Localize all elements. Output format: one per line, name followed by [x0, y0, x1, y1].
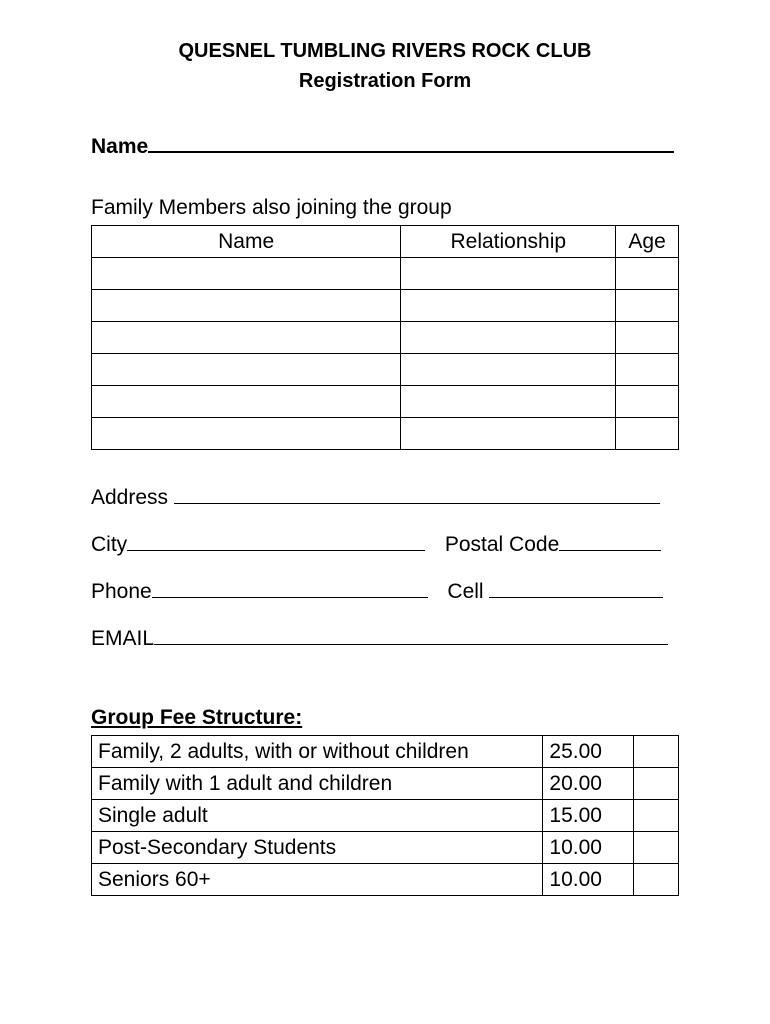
member-age-cell[interactable] [616, 322, 679, 354]
fee-category-cell: Family, 2 adults, with or without children [92, 736, 543, 768]
table-row [92, 418, 679, 450]
fee-category-cell: Seniors 60+ [92, 864, 543, 896]
table-row [92, 768, 679, 800]
email-label: EMAIL [91, 627, 155, 650]
member-name-cell[interactable] [92, 354, 401, 386]
fee-selection-cell[interactable] [634, 864, 679, 896]
member-relationship-cell[interactable] [401, 386, 616, 418]
fee-selection-cell[interactable] [634, 800, 679, 832]
phone-cell-row [91, 579, 663, 604]
phone-input-line[interactable] [152, 579, 428, 598]
member-age-cell[interactable] [616, 290, 679, 322]
fee-selection-cell[interactable] [634, 736, 679, 768]
form-title: Registration Form [298, 70, 472, 92]
family-members-caption: Family Members also joining the group [91, 196, 452, 219]
column-header-name: Name [92, 226, 401, 258]
fee-category-cell: Single adult [92, 800, 543, 832]
name-label: Name [91, 135, 149, 158]
address-row [91, 485, 660, 510]
member-name-cell[interactable] [92, 258, 401, 290]
fee-structure-heading: Group Fee Structure: [91, 706, 303, 729]
postal-code-input-line[interactable] [559, 532, 661, 551]
family-members-table [91, 225, 679, 450]
member-name-cell[interactable] [92, 290, 401, 322]
fee-selection-cell[interactable] [634, 832, 679, 864]
member-age-cell[interactable] [616, 386, 679, 418]
fee-amount-cell: 20.00 [543, 768, 634, 800]
fee-amount-cell: 15.00 [543, 800, 634, 832]
table-row [92, 800, 679, 832]
fee-category-cell: Family with 1 adult and children [92, 768, 543, 800]
name-input-line[interactable] [148, 133, 674, 153]
fee-category-cell: Post-Secondary Students [92, 832, 543, 864]
table-row [92, 832, 679, 864]
address-input-line[interactable] [174, 485, 660, 504]
member-relationship-cell[interactable] [401, 290, 616, 322]
address-label: Address [91, 486, 169, 509]
table-row [92, 386, 679, 418]
member-name-cell[interactable] [92, 322, 401, 354]
form-header [0, 36, 770, 96]
table-header-row [92, 226, 679, 258]
table-row [92, 864, 679, 896]
phone-label: Phone [91, 580, 152, 603]
email-row [91, 626, 668, 651]
cell-label: Cell [447, 580, 484, 603]
member-relationship-cell[interactable] [401, 354, 616, 386]
member-age-cell[interactable] [616, 258, 679, 290]
fee-amount-cell: 10.00 [543, 864, 634, 896]
fee-amount-cell: 10.00 [543, 832, 634, 864]
table-row [92, 736, 679, 768]
postal-code-label: Postal Code [444, 533, 560, 556]
table-row [92, 258, 679, 290]
fee-structure-table [91, 735, 679, 896]
city-postal-row [91, 532, 661, 557]
cell-input-line[interactable] [489, 579, 663, 598]
city-label: City [91, 533, 128, 556]
table-row [92, 322, 679, 354]
member-relationship-cell[interactable] [401, 418, 616, 450]
column-header-age: Age [616, 226, 679, 258]
member-relationship-cell[interactable] [401, 258, 616, 290]
column-header-relationship: Relationship [401, 226, 616, 258]
email-input-line[interactable] [154, 626, 668, 645]
member-name-cell[interactable] [92, 418, 401, 450]
table-row [92, 354, 679, 386]
member-relationship-cell[interactable] [401, 322, 616, 354]
fee-selection-cell[interactable] [634, 768, 679, 800]
member-name-cell[interactable] [92, 386, 401, 418]
member-age-cell[interactable] [616, 418, 679, 450]
city-input-line[interactable] [127, 532, 425, 551]
name-field-row [91, 133, 674, 159]
member-age-cell[interactable] [616, 354, 679, 386]
table-row [92, 290, 679, 322]
fee-amount-cell: 25.00 [543, 736, 634, 768]
club-title: QUESNEL TUMBLING RIVERS ROCK CLUB [178, 40, 592, 62]
